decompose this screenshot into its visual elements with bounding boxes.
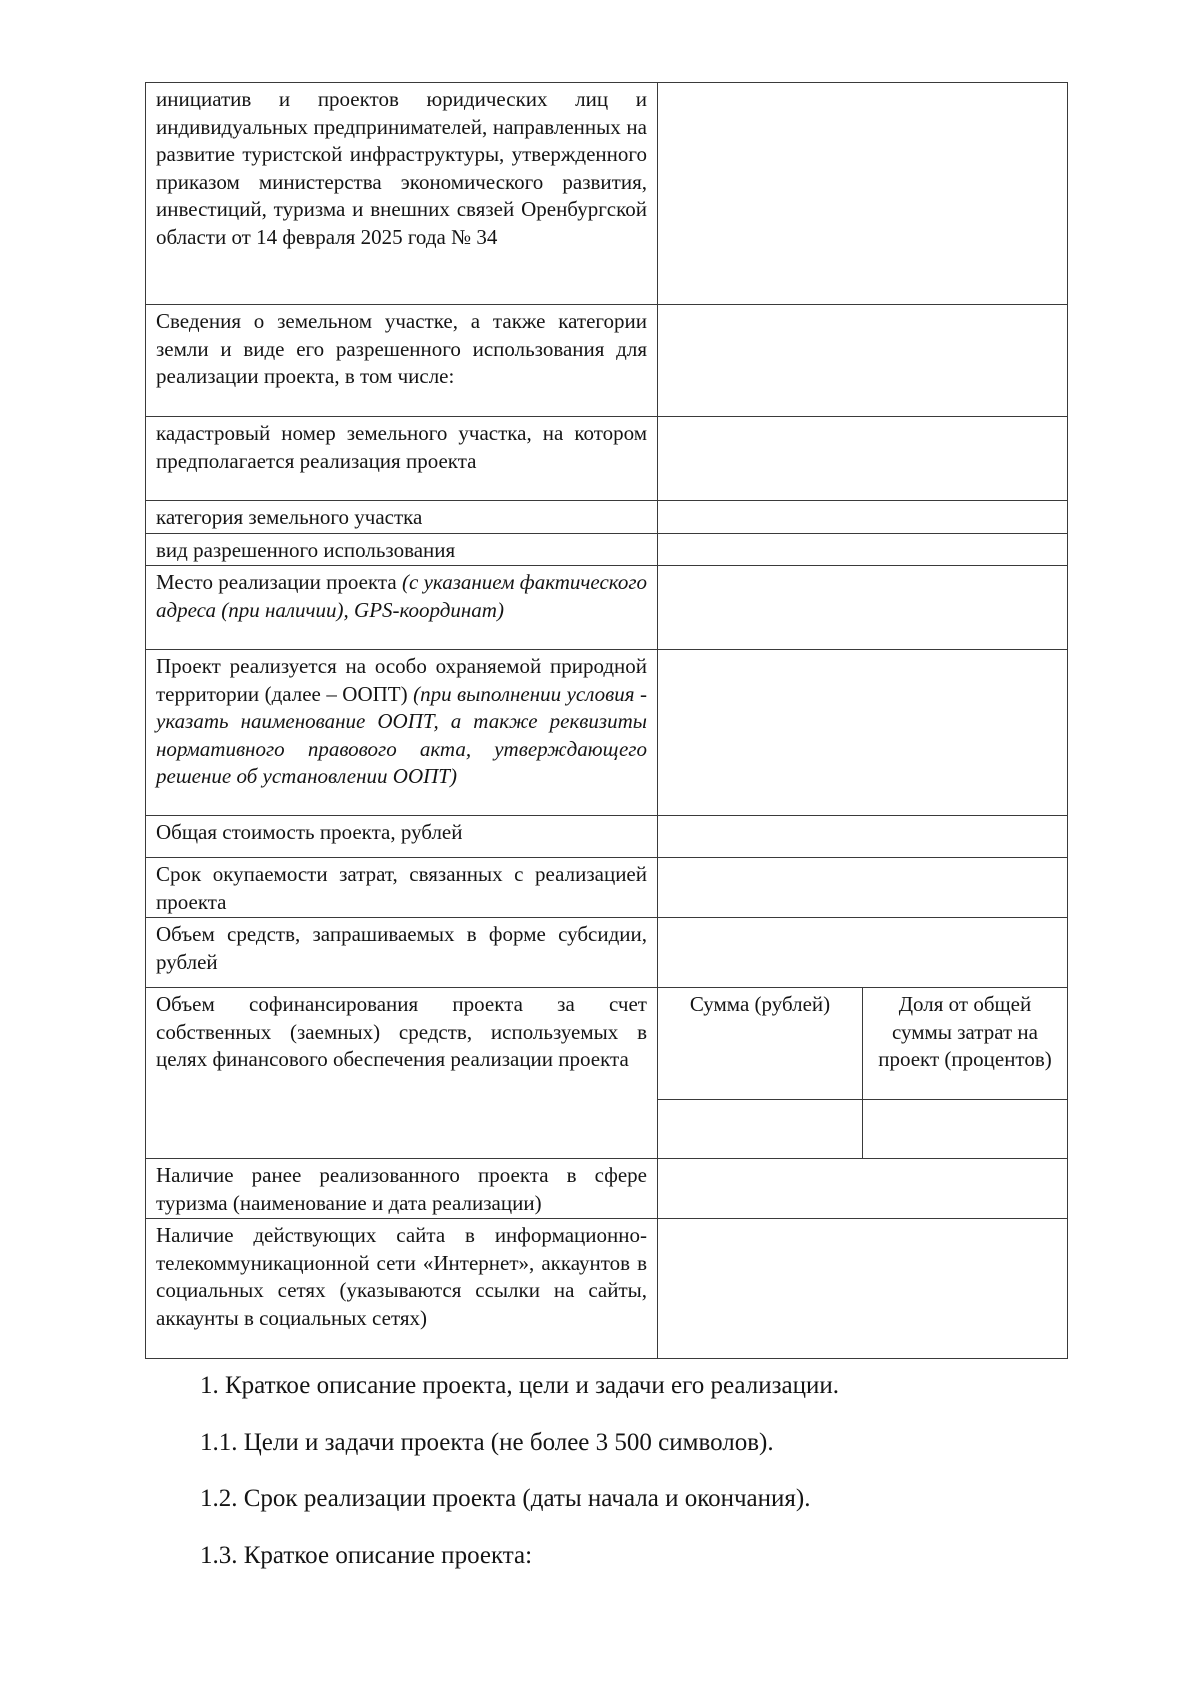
value-cell [658,566,1068,650]
table-row [146,533,1068,566]
value-cell [658,918,1068,988]
section-item-1-2: 1.2. Срок реализации проекта (даты начала и окончания). [200,1485,811,1512]
value-cell [658,858,1068,918]
table-row [146,83,1068,305]
table-row [146,988,1068,1100]
value-cell [658,1219,1068,1359]
value-cell [658,533,1068,566]
row-label-website: Наличие действующих сайта в информационно-телекоммуникационной сети «Интернет», аккаунтов в социальных сетях (указываются ссылки на сайты, аккаунты в социальных сетях) [146,1219,658,1359]
section-item-1-1: 1.1. Цели и задачи проекта (не более 3 500 символов). [200,1428,774,1456]
table-row [146,858,1068,918]
table-row [146,650,1068,816]
table-row [146,305,1068,417]
row-label-initiatives: инициатив и проектов юридических лиц и индивидуальных предпринимателей, направленных на развитие туристской инфраструктуры, утвержденного приказом министерства экономического развития, инвестиций, туризма и внешних связей Оренбургской области от 14 февраля 2025 года № 34 [146,83,658,305]
value-cell [658,83,1068,305]
application-form-table [145,82,1068,1359]
row-label-previous-project: Наличие ранее реализованного проекта в сфере туризма (наименование и дата реализации) [146,1159,658,1219]
location-note: (с указанием фактического адреса (при наличии), GPS-координат) [156,570,648,622]
table-row [146,918,1068,988]
column-header-share: Доля от общей суммы затрат на проект (процентов) [863,988,1068,1100]
protected-area-label-text: Проект реализуется на особо охраняемой природной территории (далее – ООПТ) [156,654,647,706]
value-cell [658,650,1068,816]
value-cell [658,417,1068,501]
row-label-payback: Срок окупаемости затрат, связанных с реализацией проекта [146,858,658,918]
row-label-cadastral-number: кадастровый номер земельного участка, на котором предполагается реализация проекта [146,417,658,501]
row-label-land-category: категория земельного участка [146,501,658,534]
value-cell-share [863,1100,1068,1159]
protected-area-note: (при выполнении условия - указать наименование ООПТ, а также реквизиты нормативного правового акта, утверждающего решение об установлении ООПТ) [156,681,647,788]
table-row [146,816,1068,858]
value-cell [658,816,1068,858]
row-label-land-plot: Сведения о земельном участке, а также категории земли и виде его разрешенного использования для реализации проекта, в том числе: [146,305,658,417]
section-item-1: 1. Краткое описание проекта, цели и задачи его реализации. [200,1372,839,1399]
section-item-1-3: 1.3. Краткое описание проекта: [200,1541,533,1569]
row-label-subsidy-amount: Объем средств, запрашиваемых в форме субсидии, рублей [146,918,658,988]
value-cell-sum [658,1100,863,1159]
row-label-total-cost: Общая стоимость проекта, рублей [146,816,658,858]
row-label-permitted-use: вид разрешенного использования [146,533,658,566]
row-label-protected-area [146,650,658,816]
table-row [146,566,1068,650]
table-row [146,417,1068,501]
section-list [200,1372,1100,1598]
value-cell [658,501,1068,534]
value-cell [658,1159,1068,1219]
row-label-location [146,566,658,650]
column-header-sum: Сумма (рублей) [658,988,863,1100]
table-row [146,501,1068,534]
table-row [146,1219,1068,1359]
value-cell [658,305,1068,417]
table-row [146,1159,1068,1219]
location-label-text: Место реализации проекта [156,570,397,594]
row-label-cofinancing: Объем софинансирования проекта за счет собственных (заемных) средств, используемых в целях финансового обеспечения реализации проекта [146,988,658,1159]
